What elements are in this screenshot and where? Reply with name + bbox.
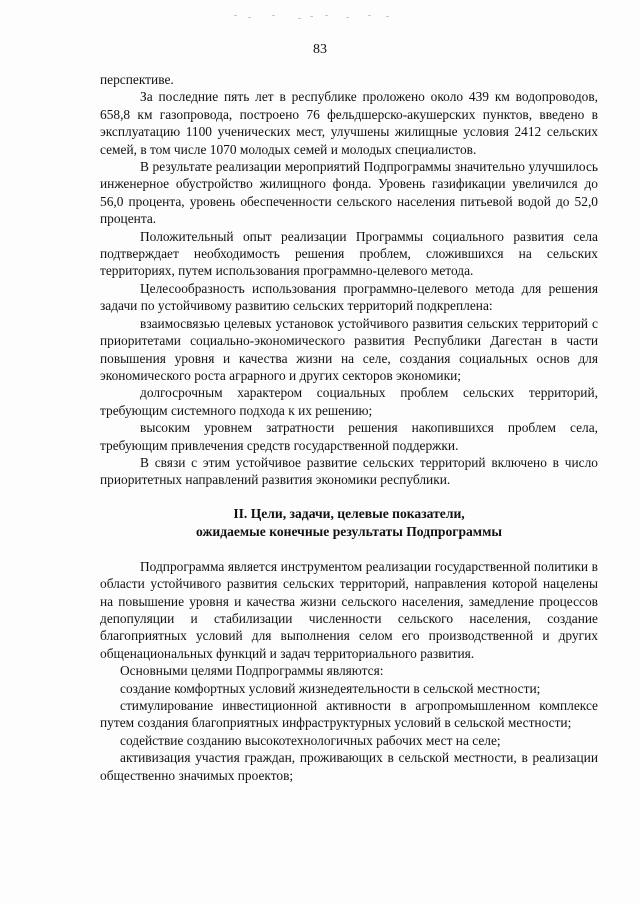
paragraph: В результате реализации мероприятий Подпрограммы значительно улучшилось инженерное обустройство жилищного фонда. Уровень газификации увеличился до 56,0 процента, уровень обеспеченности сельского населения питьевой водой до 52,0 процента. xyxy=(100,159,598,227)
paragraph: Целесообразность использования программно-целевого метода для решения задачи по устойчивому развитию сельских территорий подкреплена: xyxy=(100,280,598,314)
section-heading xyxy=(100,505,598,541)
paragraph: активизация участия граждан, проживающих в сельской местности, в реализации общественно значимых проектов; xyxy=(100,750,598,783)
paragraph: стимулирование инвестиционной активности в агропромышленном комплексе путем создания благоприятных инфраструктурных условий в сельской местности; xyxy=(100,698,598,731)
paragraph: перспективе. xyxy=(100,72,174,87)
paragraph: взаимосвязью целевых установок устойчивого развития сельских территорий с приоритетами социально-экономического развития Республики Дагестан в части повышения уровня и качества жизни на селе, создания социальных основ для экономического роста аграрного и других секторов экономики; xyxy=(100,315,598,383)
paragraph: Подпрограмма является инструментом реализации государственной политики в области устойчивого развития сельских территорий, направления которой нацелены на повышение уровня и качества жизни сельского населения, замедление процессов депопуляции и стабилизации численности сельского населения, создание благоприятных условий для выполнения селом его производственной и других общенациональных функций и задач территориального развития. xyxy=(100,558,598,661)
section-heading-line: ожидаемые конечные результаты Подпрограммы xyxy=(196,523,502,539)
paragraph: За последние пять лет в республике проложено около 439 км водопроводов, 658,8 км газопровода, построено 76 фельдшерско-акушерских пунктов, введено в эксплуатацию 1100 ученических мест, улучшены жилищные условия 2412 сельских семей, в том числе 1070 молодых семей и молодых специалистов. xyxy=(100,89,598,157)
paragraph: В связи с этим устойчивое развитие сельских территорий включено в число приоритетных направлений развития экономики республики. xyxy=(100,454,598,488)
paragraph: создание комфортных условий жизнедеятельности в сельской местности; xyxy=(120,680,541,696)
scan-noise xyxy=(228,12,398,22)
page-number: 83 xyxy=(313,42,327,57)
paragraph: высоким уровнем затратности решения накопившихся проблем села, требующим привлечения средств государственной поддержки. xyxy=(100,420,598,453)
paragraph: долгосрочным характером социальных проблем сельских территорий, требующим системного подхода к их решению; xyxy=(100,385,598,418)
paragraph: Положительный опыт реализации Программы социального развития села подтверждает необходимость решения проблем, сложившихся на сельских территориях, путем использования программно-целевого метода. xyxy=(100,228,598,279)
document-body xyxy=(100,71,598,784)
section-heading-line: II. Цели, задачи, целевые показатели, xyxy=(233,505,465,521)
paragraph: содействие созданию высокотехнологичных рабочих мест на селе; xyxy=(120,732,501,748)
paragraph: Основными целями Подпрограммы являются: xyxy=(120,663,384,679)
